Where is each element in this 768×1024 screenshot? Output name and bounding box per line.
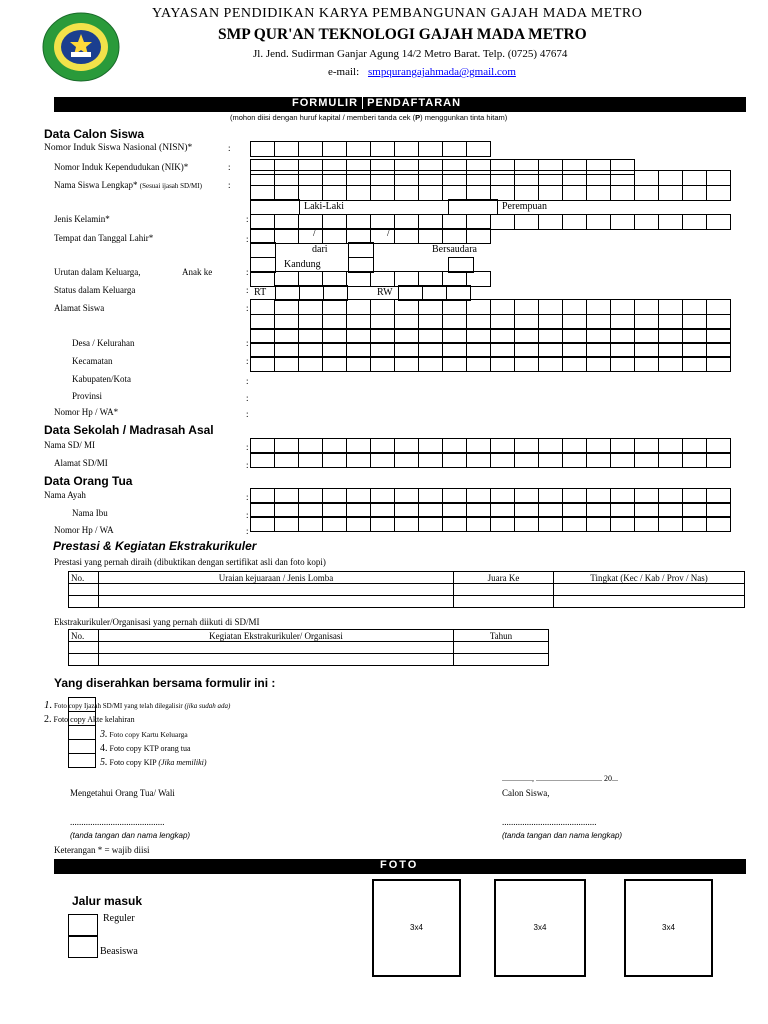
- input-cell[interactable]: [466, 170, 491, 186]
- photo-size-label: 3x4: [533, 923, 547, 932]
- input-cell[interactable]: [514, 185, 539, 201]
- form-title-word-1: FORMULIR: [292, 97, 359, 109]
- input-cell[interactable]: [370, 452, 395, 468]
- input-cell[interactable]: [538, 170, 563, 186]
- label-rw: RW: [377, 287, 393, 298]
- label-dari: dari: [312, 244, 328, 255]
- label-desa: Desa / Kelurahan: [72, 338, 135, 348]
- input-cell[interactable]: [610, 299, 635, 315]
- saudara-box[interactable]: [348, 242, 374, 258]
- label-colon: :: [246, 460, 249, 470]
- label-alamat: Alamat Siswa: [54, 303, 105, 313]
- dokumen-item-3: 3. Foto copy Kartu Keluarga: [100, 729, 188, 740]
- date-separator-2: /: [387, 228, 390, 239]
- parent-signature-hint: (tanda tangan dan nama lengkap): [70, 831, 191, 840]
- input-cell[interactable]: [610, 452, 635, 468]
- label-colon: :: [246, 338, 249, 348]
- label-provinsi: Provinsi: [72, 391, 103, 401]
- ayah-boxes[interactable]: [250, 488, 730, 503]
- input-cell[interactable]: [370, 185, 395, 201]
- table-cell[interactable]: [454, 654, 549, 666]
- input-cell[interactable]: [658, 299, 683, 315]
- input-cell[interactable]: [418, 185, 443, 201]
- input-cell[interactable]: [274, 299, 299, 315]
- option-beasiswa: Beasiswa: [100, 946, 138, 957]
- label-colon: :: [246, 492, 249, 502]
- input-cell[interactable]: [586, 452, 611, 468]
- photo-slot-3[interactable]: [624, 879, 713, 977]
- input-cell[interactable]: [346, 271, 371, 287]
- input-cell[interactable]: [394, 356, 419, 372]
- ekstrakurikuler-note: Ekstrakurikuler/Organisasi yang pernah diikuti di SD/MI: [54, 617, 260, 627]
- status-boxes[interactable]: [250, 271, 490, 286]
- input-cell[interactable]: [418, 228, 443, 244]
- table-cell[interactable]: [69, 584, 99, 596]
- input-cell[interactable]: [586, 299, 611, 315]
- label-ayah: Nama Ayah: [44, 490, 86, 500]
- col-juara: Juara Ke: [454, 572, 554, 584]
- input-cell[interactable]: [442, 516, 467, 532]
- label-ibu: Nama Ibu: [72, 508, 108, 518]
- table-cell[interactable]: [554, 584, 745, 596]
- label-hp-siswa: Nomor Hp / WA*: [54, 407, 119, 417]
- input-cell[interactable]: [658, 516, 683, 532]
- input-cell[interactable]: [250, 141, 275, 157]
- input-cell[interactable]: [538, 452, 563, 468]
- input-cell[interactable]: [490, 170, 515, 186]
- label-jenis-kelamin: Jenis Kelamin*: [54, 214, 110, 224]
- input-cell[interactable]: [442, 299, 467, 315]
- col-no: No.: [69, 630, 99, 642]
- table-header-row: [69, 630, 549, 642]
- input-cell[interactable]: [346, 299, 371, 315]
- section-heading-dokumen: Yang diserahkan bersama formulir ini :: [54, 676, 276, 690]
- label-colon: :: [246, 393, 249, 403]
- input-cell[interactable]: [322, 452, 347, 468]
- input-cell[interactable]: [634, 356, 659, 372]
- ibu-boxes[interactable]: [250, 502, 730, 517]
- dokumen-item-4: 4. Foto copy KTP orang tua: [100, 743, 191, 754]
- label-kecamatan: Kecamatan: [72, 356, 113, 366]
- photo-slot-1[interactable]: [372, 879, 461, 977]
- label-colon: :: [246, 234, 249, 244]
- input-cell[interactable]: [370, 141, 395, 157]
- label-status: Status dalam Keluarga: [54, 285, 136, 295]
- foto-title: FOTO: [380, 859, 419, 871]
- logo-emblem-icon: [42, 12, 120, 82]
- student-signature-label: Calon Siswa,: [502, 788, 550, 798]
- label-colon: :: [228, 180, 231, 190]
- input-cell[interactable]: [346, 141, 371, 157]
- col-tingkat: Tingkat (Kec / Kab / Prov / Nas): [554, 572, 745, 584]
- table-cell[interactable]: [454, 596, 554, 608]
- option-perempuan: Perempuan: [502, 201, 547, 212]
- label-colon: :: [246, 442, 249, 452]
- rw-boxes[interactable]: [398, 285, 470, 300]
- label-colon: :: [246, 285, 249, 295]
- checkbox-beasiswa[interactable]: [68, 936, 98, 958]
- input-cell[interactable]: [562, 452, 587, 468]
- input-cell[interactable]: [442, 356, 467, 372]
- input-cell[interactable]: [322, 185, 347, 201]
- input-cell[interactable]: [682, 214, 707, 230]
- input-cell[interactable]: [346, 516, 371, 532]
- input-cell[interactable]: [562, 214, 587, 230]
- label-nama-sd: Nama SD/ MI: [44, 440, 95, 450]
- section-heading-siswa: Data Calon Siswa: [44, 127, 145, 141]
- input-cell[interactable]: [466, 356, 491, 372]
- label-nisn: Nomor Induk Siswa Nasional (NISN)*: [44, 143, 193, 153]
- alamat-boxes-row1[interactable]: [250, 299, 730, 314]
- label-alamat-sd: Alamat SD/MI: [54, 458, 108, 468]
- input-cell[interactable]: [634, 170, 659, 186]
- input-cell[interactable]: [658, 452, 683, 468]
- input-cell[interactable]: [466, 516, 491, 532]
- input-cell[interactable]: [274, 452, 299, 468]
- input-cell[interactable]: [394, 452, 419, 468]
- label-urutan: Urutan dalam Keluarga,: [54, 267, 141, 277]
- checkbox-dokumen-4[interactable]: [68, 739, 96, 754]
- input-cell[interactable]: [490, 214, 515, 230]
- input-cell[interactable]: [298, 185, 323, 201]
- input-cell[interactable]: [442, 170, 467, 186]
- input-cell[interactable]: [466, 299, 491, 315]
- table-cell[interactable]: [99, 596, 454, 608]
- input-cell[interactable]: [394, 516, 419, 532]
- input-cell[interactable]: [466, 228, 491, 244]
- input-cell[interactable]: [466, 452, 491, 468]
- input-cell[interactable]: [370, 516, 395, 532]
- input-cell[interactable]: [562, 516, 587, 532]
- input-cell[interactable]: [538, 356, 563, 372]
- form-instruction: (mohon diisi dengan huruf kapital / memberi tanda cek (P) menggunkan tinta hitam): [230, 113, 508, 122]
- input-cell[interactable]: [706, 299, 731, 315]
- input-cell[interactable]: [658, 170, 683, 186]
- input-cell[interactable]: [394, 141, 419, 157]
- input-cell[interactable]: [634, 214, 659, 230]
- dokumen-item-5: 5. Foto copy KIP (Jika memiliki): [100, 757, 207, 768]
- input-cell[interactable]: [418, 452, 443, 468]
- input-cell[interactable]: [610, 214, 635, 230]
- input-cell[interactable]: [658, 356, 683, 372]
- input-cell[interactable]: [562, 356, 587, 372]
- input-cell[interactable]: [538, 299, 563, 315]
- photo-size-label: 3x4: [410, 923, 423, 932]
- col-uraian: Uraian kejuaraan / Jenis Lomba: [99, 572, 454, 584]
- input-cell[interactable]: [490, 516, 515, 532]
- input-cell[interactable]: [562, 185, 587, 201]
- anak-ke-box[interactable]: [250, 242, 276, 258]
- label-colon: :: [246, 214, 249, 224]
- desa-boxes-row2[interactable]: [250, 342, 730, 357]
- input-cell[interactable]: [298, 356, 323, 372]
- input-cell[interactable]: [346, 170, 371, 186]
- input-cell[interactable]: [418, 170, 443, 186]
- option-reguler: Reguler: [103, 913, 135, 924]
- input-cell[interactable]: [250, 170, 275, 186]
- input-cell[interactable]: [586, 516, 611, 532]
- label-hp-ortu: Nomor Hp / WA: [54, 525, 114, 535]
- parent-signature-line[interactable]: ..........................................: [70, 817, 165, 827]
- alamat-sd-boxes[interactable]: [250, 452, 730, 467]
- checkbox-dokumen-3[interactable]: [68, 725, 96, 740]
- label-colon: :: [246, 510, 249, 520]
- label-colon: :: [246, 409, 249, 419]
- checkbox-dokumen-5[interactable]: [68, 753, 96, 768]
- input-cell[interactable]: [658, 214, 683, 230]
- input-cell[interactable]: [586, 214, 611, 230]
- label-ttl: Tempat dan Tanggal Lahir*: [54, 233, 154, 243]
- input-cell[interactable]: [682, 452, 707, 468]
- input-cell[interactable]: [322, 228, 347, 244]
- hp-ortu-boxes[interactable]: [250, 516, 730, 531]
- input-cell[interactable]: [610, 170, 635, 186]
- input-cell[interactable]: [514, 214, 539, 230]
- jk-boxes[interactable]: [250, 214, 730, 229]
- form-title: [292, 97, 461, 109]
- input-cell[interactable]: [610, 516, 635, 532]
- school-logo: [42, 12, 120, 82]
- table-cell[interactable]: [454, 642, 549, 654]
- table-cell[interactable]: [69, 642, 99, 654]
- ttl-boxes[interactable]: [250, 228, 490, 243]
- input-cell[interactable]: [682, 356, 707, 372]
- rt-rw-boxes[interactable]: [275, 285, 347, 300]
- photo-slot-2[interactable]: [494, 879, 586, 977]
- dokumen-item-2: 2. Foto copy Akte kelahiran: [44, 714, 135, 725]
- table-cell[interactable]: [69, 596, 99, 608]
- input-cell[interactable]: [610, 356, 635, 372]
- input-cell[interactable]: [682, 170, 707, 186]
- photo-size-label: 3x4: [662, 923, 675, 932]
- input-cell[interactable]: [706, 452, 731, 468]
- email-label: e-mail:: [328, 66, 360, 78]
- input-cell[interactable]: [418, 299, 443, 315]
- input-cell[interactable]: [442, 141, 467, 157]
- student-signature-line[interactable]: ..........................................: [502, 817, 597, 827]
- label-colon: :: [228, 143, 231, 153]
- table-cell[interactable]: [454, 584, 554, 596]
- school-address: Jl. Jend. Sudirman Ganjar Agung 14/2 Metro Barat. Telp. (0725) 47674: [253, 48, 568, 60]
- input-cell[interactable]: [298, 516, 323, 532]
- option-kandung: Kandung: [284, 259, 321, 270]
- input-cell[interactable]: [682, 185, 707, 201]
- input-cell[interactable]: [322, 170, 347, 186]
- input-cell[interactable]: [706, 356, 731, 372]
- foundation-name: YAYASAN PENDIDIKAN KARYA PEMBANGUNAN GAJAH MADA METRO: [152, 6, 643, 21]
- input-cell[interactable]: [634, 452, 659, 468]
- checkbox-laki-laki[interactable]: [250, 199, 300, 215]
- input-cell[interactable]: [394, 299, 419, 315]
- form-title-word-2: PENDAFTARAN: [367, 97, 462, 109]
- kecamatan-boxes[interactable]: [250, 356, 730, 371]
- table-row[interactable]: [69, 596, 745, 608]
- input-cell[interactable]: [370, 170, 395, 186]
- prestasi-table: [68, 571, 745, 608]
- ekstrakurikuler-table: [68, 629, 549, 666]
- label-anak-ke: Anak ke: [182, 267, 213, 277]
- label-colon: :: [228, 162, 231, 172]
- label-colon: :: [246, 303, 249, 313]
- checkbox-reguler[interactable]: [68, 914, 98, 936]
- input-cell[interactable]: [682, 299, 707, 315]
- input-cell[interactable]: [514, 299, 539, 315]
- student-signature-hint: (tanda tangan dan nama lengkap): [502, 831, 623, 840]
- label-colon: :: [246, 376, 249, 386]
- input-cell[interactable]: [298, 228, 323, 244]
- input-cell[interactable]: [466, 141, 491, 157]
- input-cell[interactable]: [706, 516, 731, 532]
- date-separator-1: /: [313, 228, 316, 239]
- dokumen-item-1: 1. Foto copy Ijazah SD/MI yang telah dilegalisir (jika sudah ada): [44, 699, 231, 711]
- input-cell[interactable]: [346, 452, 371, 468]
- input-cell[interactable]: [250, 516, 275, 532]
- input-cell[interactable]: [274, 170, 299, 186]
- input-cell[interactable]: [634, 516, 659, 532]
- table-cell[interactable]: [99, 654, 454, 666]
- nama-boxes-row1[interactable]: [250, 170, 730, 185]
- section-heading-prestasi: Prestasi & Kegiatan Ekstrakurikuler: [53, 539, 257, 553]
- input-cell[interactable]: [586, 185, 611, 201]
- section-heading-sekolah: Data Sekolah / Madrasah Asal: [44, 423, 214, 437]
- parent-signature-label: Mengetahui Orang Tua/ Wali: [70, 788, 175, 798]
- input-cell[interactable]: [322, 356, 347, 372]
- checkbox-perempuan[interactable]: [448, 199, 498, 215]
- input-cell[interactable]: [298, 170, 323, 186]
- label-bersaudara: Bersaudara: [432, 244, 477, 255]
- input-cell[interactable]: [298, 452, 323, 468]
- table-cell[interactable]: [69, 654, 99, 666]
- input-cell[interactable]: [562, 299, 587, 315]
- input-cell[interactable]: [250, 299, 275, 315]
- input-cell[interactable]: [442, 452, 467, 468]
- input-cell[interactable]: [250, 452, 275, 468]
- input-cell[interactable]: [634, 185, 659, 201]
- table-cell[interactable]: [99, 584, 454, 596]
- input-cell[interactable]: [634, 299, 659, 315]
- input-cell[interactable]: [706, 170, 731, 186]
- input-cell[interactable]: [322, 299, 347, 315]
- input-cell[interactable]: [610, 185, 635, 201]
- table-row[interactable]: [69, 584, 745, 596]
- input-cell[interactable]: [538, 214, 563, 230]
- input-cell[interactable]: [274, 356, 299, 372]
- input-cell[interactable]: [562, 170, 587, 186]
- table-header-row: [69, 572, 745, 584]
- section-heading-ortu: Data Orang Tua: [44, 474, 133, 488]
- input-cell[interactable]: [586, 170, 611, 186]
- input-cell[interactable]: [298, 299, 323, 315]
- label-colon: :: [246, 356, 249, 366]
- option-laki-laki: Laki-Laki: [304, 201, 344, 212]
- input-cell[interactable]: [274, 516, 299, 532]
- input-cell[interactable]: [418, 516, 443, 532]
- input-cell[interactable]: [658, 185, 683, 201]
- input-cell[interactable]: [394, 170, 419, 186]
- prestasi-note: Prestasi yang pernah diraih (dibuktikan dengan sertifikat asli dan foto kopi): [54, 557, 326, 567]
- input-cell[interactable]: [370, 299, 395, 315]
- label-nik: Nomor Induk Kependudukan (NIK)*: [54, 162, 189, 172]
- input-cell[interactable]: [490, 356, 515, 372]
- input-cell[interactable]: [394, 228, 419, 244]
- col-kegiatan: Kegiatan Ekstrakurikuler/ Organisasi: [99, 630, 454, 642]
- label-nama-siswa: Nama Siswa Lengkap* (Sesuai ijasah SD/MI): [54, 180, 202, 190]
- input-cell[interactable]: [514, 516, 539, 532]
- nisn-boxes[interactable]: [250, 141, 490, 156]
- input-cell[interactable]: [706, 214, 731, 230]
- input-cell[interactable]: [706, 185, 731, 201]
- jalur-masuk-label: Jalur masuk: [72, 894, 143, 908]
- input-cell[interactable]: [514, 356, 539, 372]
- label-colon: :: [246, 526, 249, 536]
- input-cell[interactable]: [322, 141, 347, 157]
- input-cell[interactable]: [394, 185, 419, 201]
- input-cell[interactable]: [490, 299, 515, 315]
- col-tahun: Tahun: [454, 630, 549, 642]
- input-cell[interactable]: [514, 452, 539, 468]
- input-cell[interactable]: [418, 141, 443, 157]
- school-name: SMP QUR'AN TEKNOLOGI GAJAH MADA METRO: [218, 26, 587, 43]
- label-rt: RT: [254, 287, 267, 298]
- input-cell[interactable]: [298, 141, 323, 157]
- input-cell[interactable]: [586, 356, 611, 372]
- input-cell[interactable]: [682, 516, 707, 532]
- alamat-boxes-row2[interactable]: [250, 314, 730, 329]
- signature-date: ..............., ................................. 20...: [502, 774, 618, 783]
- table-cell[interactable]: [99, 642, 454, 654]
- nama-boxes-row2[interactable]: [250, 185, 730, 200]
- desa-boxes[interactable]: [250, 328, 730, 343]
- input-cell[interactable]: [346, 185, 371, 201]
- input-cell[interactable]: [370, 271, 395, 287]
- input-cell[interactable]: [538, 185, 563, 201]
- table-cell[interactable]: [554, 596, 745, 608]
- input-cell[interactable]: [370, 356, 395, 372]
- input-cell[interactable]: [538, 516, 563, 532]
- input-cell[interactable]: [418, 356, 443, 372]
- input-cell[interactable]: [514, 170, 539, 186]
- table-row[interactable]: [69, 654, 549, 666]
- col-no: No.: [69, 572, 99, 584]
- label-colon: :: [246, 267, 249, 277]
- input-cell[interactable]: [274, 228, 299, 244]
- input-cell[interactable]: [442, 228, 467, 244]
- input-cell[interactable]: [250, 356, 275, 372]
- input-cell[interactable]: [346, 356, 371, 372]
- label-kabupaten: Kabupaten/Kota: [72, 374, 131, 384]
- email-link[interactable]: smpqurangajahmada@gmail.com: [368, 66, 516, 78]
- input-cell[interactable]: [274, 141, 299, 157]
- required-note: Keterangan * = wajib diisi: [54, 845, 150, 855]
- input-cell[interactable]: [322, 516, 347, 532]
- table-row[interactable]: [69, 642, 549, 654]
- nama-sd-boxes[interactable]: [250, 438, 730, 453]
- input-cell[interactable]: [250, 271, 275, 287]
- input-cell[interactable]: [490, 452, 515, 468]
